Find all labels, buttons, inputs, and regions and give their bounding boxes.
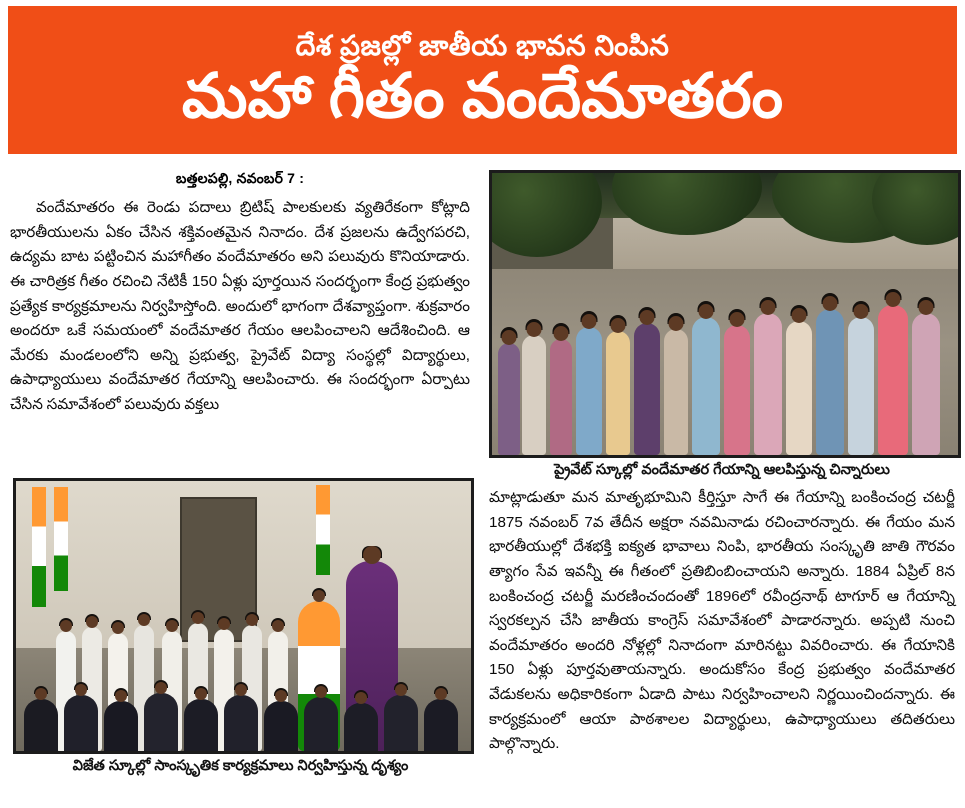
crowd-figure [878, 305, 908, 455]
crowd-figure [724, 325, 750, 455]
seated-audience-figure [304, 697, 338, 751]
crowd-figure [692, 317, 720, 455]
right-column [489, 486, 955, 757]
left-column-body [10, 196, 470, 418]
photo-bottom-left [13, 478, 474, 754]
left-column [10, 170, 470, 418]
seated-audience-figure [184, 699, 218, 751]
seated-audience-figure [264, 701, 298, 751]
crowd-figure [664, 329, 688, 455]
photo-top-right-caption: ప్రైవేట్ స్కూల్లో వందేమాతర గేయాన్ని ఆలపిస్తున్న చిన్నారులు [554, 462, 890, 478]
crowd-figure [816, 309, 844, 455]
left-paragraph-text: వందేమాతరం ఈ రెండు పదాలు బ్రిటిష్ పాలకులకు వ్యతిరేకంగా కోట్లాది భారతీయులను ఏకం చేసిన శక్తివంతమైన నినాదం. దేశ ప్రజలను ఉద్వేగపరచి, ఉద్యమ బాట పట్టించిన మహాగీతం వందేమాతరం అని పలువురు కొనియాడారు. ఈ చారిత్రక గీతం రచించి నేటికీ 150 ఏళ్లు పూర్తయిన సందర్భంగా కేంద్ర ప్రభుత్వం ప్రత్యేక కార్యక్రమాలను నిర్వహిస్తోంది. అందులో భాగంగా దేశవ్యాప్తంగా. శుక్రవారం అందరూ ఒకే సమయంలో వందేమాతర గేయం ఆలపించాలని ఆదేశించింది. ఆ మేరకు మండలంలోని అన్ని ప్రభుత్వ, ప్రైవేట్ విద్యా సంస్థల్లో విద్యార్థులు, ఉపాధ్యాయులు వందేమాతర గేయాన్ని ఆలపించారు. ఈ సందర్భంగా ఏర్పాటు చేసిన సమావేశంలో పలువురు వక్తలు [10, 199, 470, 413]
photo-bottom-left-scene [16, 481, 471, 751]
masthead-title: మహా గీతం వందేమాతరం [181, 61, 784, 131]
crowd-figure [634, 323, 660, 455]
crowd-figure [786, 321, 812, 455]
seated-audience-figure [384, 695, 418, 751]
photo-bottom-left-caption: విజేత స్కూల్లో సాంస్కృతిక కార్యక్రమాలు నిర్వహిస్తున్న దృశ్యం [72, 758, 409, 774]
seated-audience-figure [64, 695, 98, 751]
seated-audience-figure [344, 703, 378, 751]
crowd-figure [522, 335, 546, 455]
seated-audience-figure [24, 699, 58, 751]
photo-top-right-scene [492, 173, 958, 455]
seated-audience-figure [224, 695, 258, 751]
right-column-body: మాట్లాడుతూ మన మాతృభూమిని కీర్తిస్తూ సాగే ఈ గేయాన్ని బంకించంద్ర చటర్జీ 1875 నవంబర్ 7వ తేదీన అక్షరా నవమినాడు రచించారన్నారు. ఈ గేయం మన భారతీయుల్లో దేశభక్తి ఐక్యత భావాలు నింపి, భారతీయ సంస్కృతి జాతి గౌరవం త్యాగం సేవ ఇవన్నీ ఈ గీతంలో ప్రతిబింబించాయని అన్నారు. 1884 ఏప్రిల్ 8న బంకించంద్ర చటర్జీ మరణించందంతో 1896లో రవీంద్రనాథ్ టాగూర్ ఆ గేయాన్ని స్వరకల్పన చేసి జాతీయ కాంగ్రెస్ సమావేశంలో పాడారన్నారు. అప్పటి నుంచి వందేమాతరం అందరి నోళ్లల్లో నినాదంగా మారినట్టు వివరించారు. ఈ గేయానికి 150 ఏళ్లు పూర్తవుతాయన్నారు. అందుకోసం కేంద్ర ప్రభుత్వం వందేమాతర వేడుకలను అధికారికంగా ఏడాది పాటు నిర్వహించాలని నిర్ణయించిందన్నారు. ఈ కార్యక్రమంలో ఆయా పాఠశాలల విద్యార్థులు, ఉపాధ్యాయులు తదితరులు పాల్గొన్నారు. [489, 489, 955, 753]
crowd-figure [912, 313, 940, 455]
seated-audience-figure [104, 701, 138, 751]
tricolor-banner [32, 487, 46, 607]
masthead-kicker: దేశ ప్రజల్లో జాతీయ భావన నింపిన [295, 30, 670, 62]
dateline: బత్తలపల్లి, నవంబర్ 7 : [175, 170, 305, 186]
masthead-banner [8, 6, 957, 154]
seated-audience-figure [144, 693, 178, 751]
seated-audience-figure [424, 699, 458, 751]
crowd-figure [498, 343, 520, 455]
crowd-figure [606, 331, 630, 455]
crowd-figure [848, 317, 874, 455]
tricolor-banner [316, 485, 330, 575]
crowd-figure [550, 339, 572, 455]
tricolor-banner [54, 487, 68, 591]
photo-top-right [489, 170, 961, 458]
crowd-figure [576, 327, 602, 455]
crowd-figure [754, 313, 782, 455]
